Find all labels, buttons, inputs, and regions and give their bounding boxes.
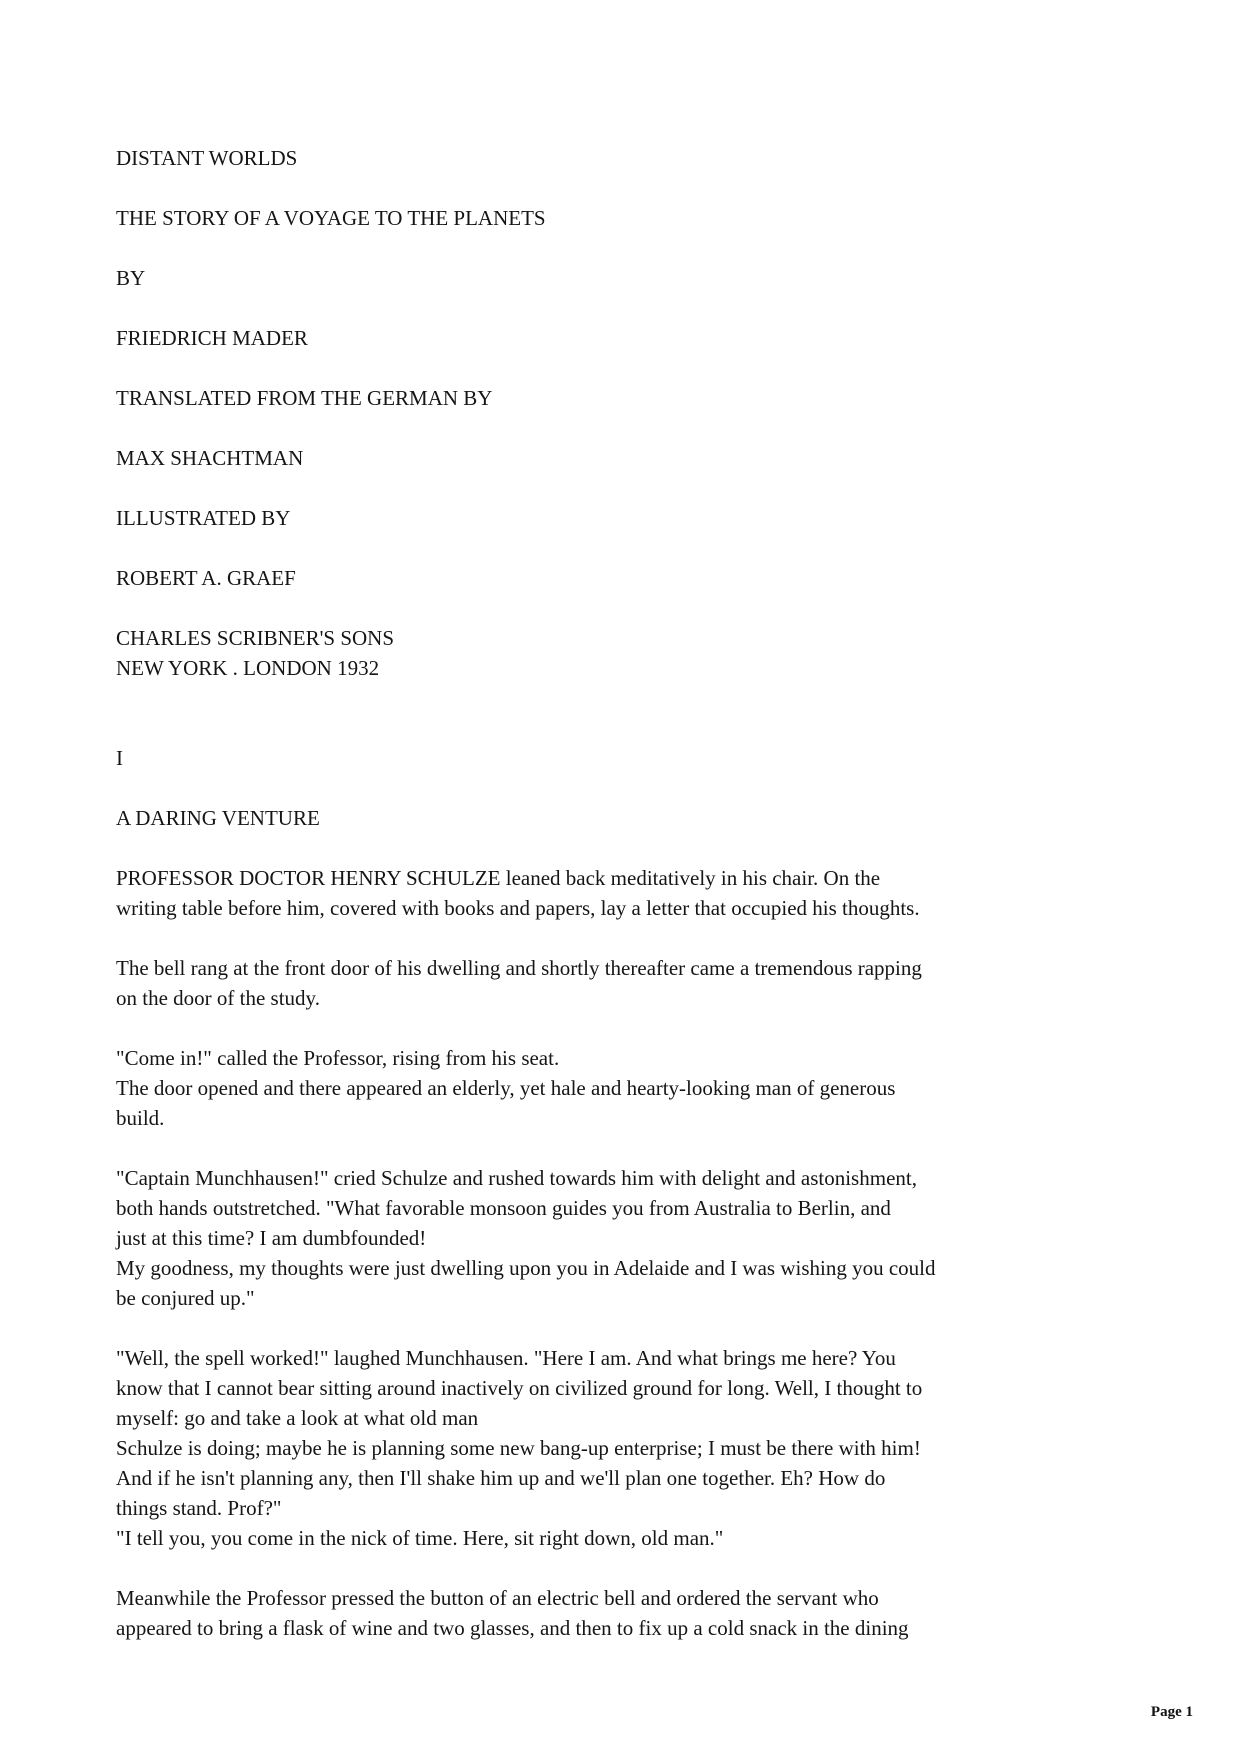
text-line: things stand. Prof?"	[116, 1496, 282, 1520]
publisher-imprint	[116, 623, 1200, 683]
text-line: myself: go and take a look at what old man	[116, 1406, 479, 1430]
text-line: And if he isn't planning any, then I'll shake him up and we'll plan one together. Eh? How do	[116, 1466, 886, 1490]
illustrator-name: ROBERT A. GRAEF	[116, 566, 296, 590]
text-line: writing table before him, covered with books and papers, lay a letter that occupied his thoughts.	[116, 896, 920, 920]
text-line: build.	[116, 1106, 165, 1130]
text-line: both hands outstretched. "What favorable monsoon guides you from Australia to Berlin, and	[116, 1196, 891, 1220]
text-line: My goodness, my thoughts were just dwelling upon you in Adelaide and I was wishing you could	[116, 1256, 936, 1280]
text-line: know that I cannot bear sitting around inactively on civilized ground for long. Well, I thought to	[116, 1376, 923, 1400]
illustrated-by-label: ILLUSTRATED BY	[116, 506, 291, 530]
by-label: BY	[116, 266, 146, 290]
story-paragraph	[116, 1583, 1200, 1643]
chapter-head	[116, 743, 1200, 833]
text-line: appeared to bring a flask of wine and two glasses, and then to fix up a cold snack in the dining	[116, 1616, 909, 1640]
page-number-label: Page 1	[1150, 1704, 1193, 1720]
text-line: The bell rang at the front door of his dwelling and shortly thereafter came a tremendous rapping	[116, 956, 922, 980]
story-paragraph	[116, 863, 1200, 923]
text-line: just at this time? I am dumbfounded!	[116, 1226, 427, 1250]
story-paragraph	[116, 1343, 1200, 1553]
text-line: be conjured up."	[116, 1286, 255, 1310]
book-title: DISTANT WORLDS	[116, 146, 298, 170]
text-line: Schulze is doing; maybe he is planning some new bang-up enterprise; I must be there with him!	[116, 1436, 921, 1460]
text-line: on the door of the study.	[116, 986, 320, 1010]
translated-from-label: TRANSLATED FROM THE GERMAN BY	[116, 386, 493, 410]
book-subtitle: THE STORY OF A VOYAGE TO THE PLANETS	[116, 206, 546, 230]
text-line: "Come in!" called the Professor, rising from his seat.	[116, 1046, 560, 1070]
text-line: "Captain Munchhausen!" cried Schulze and rushed towards him with delight and astonishment,	[116, 1166, 917, 1190]
publisher-cities-year: NEW YORK . LONDON 1932	[116, 656, 380, 680]
text-line: "Well, the spell worked!" laughed Munchhausen. "Here I am. And what brings me here? You	[116, 1346, 896, 1370]
publisher-name: CHARLES SCRIBNER'S SONS	[116, 626, 395, 650]
author-name: FRIEDRICH MADER	[116, 326, 308, 350]
story-paragraph	[116, 953, 1200, 1013]
story-paragraph	[116, 1163, 1200, 1313]
translator-name: MAX SHACHTMAN	[116, 446, 304, 470]
story-body	[116, 863, 1200, 1643]
text-line: Meanwhile the Professor pressed the button of an electric bell and ordered the servant who	[116, 1586, 879, 1610]
text-line: The door opened and there appeared an elderly, yet hale and hearty-looking man of generous	[116, 1076, 896, 1100]
text-line: PROFESSOR DOCTOR HENRY SCHULZE leaned back meditatively in his chair. On the	[116, 866, 881, 890]
chapter-heading: A DARING VENTURE	[116, 806, 320, 830]
story-paragraph	[116, 1043, 1200, 1133]
chapter-number: I	[116, 746, 123, 770]
text-line: "I tell you, you come in the nick of time. Here, sit right down, old man."	[116, 1526, 724, 1550]
title-block	[116, 143, 1200, 683]
